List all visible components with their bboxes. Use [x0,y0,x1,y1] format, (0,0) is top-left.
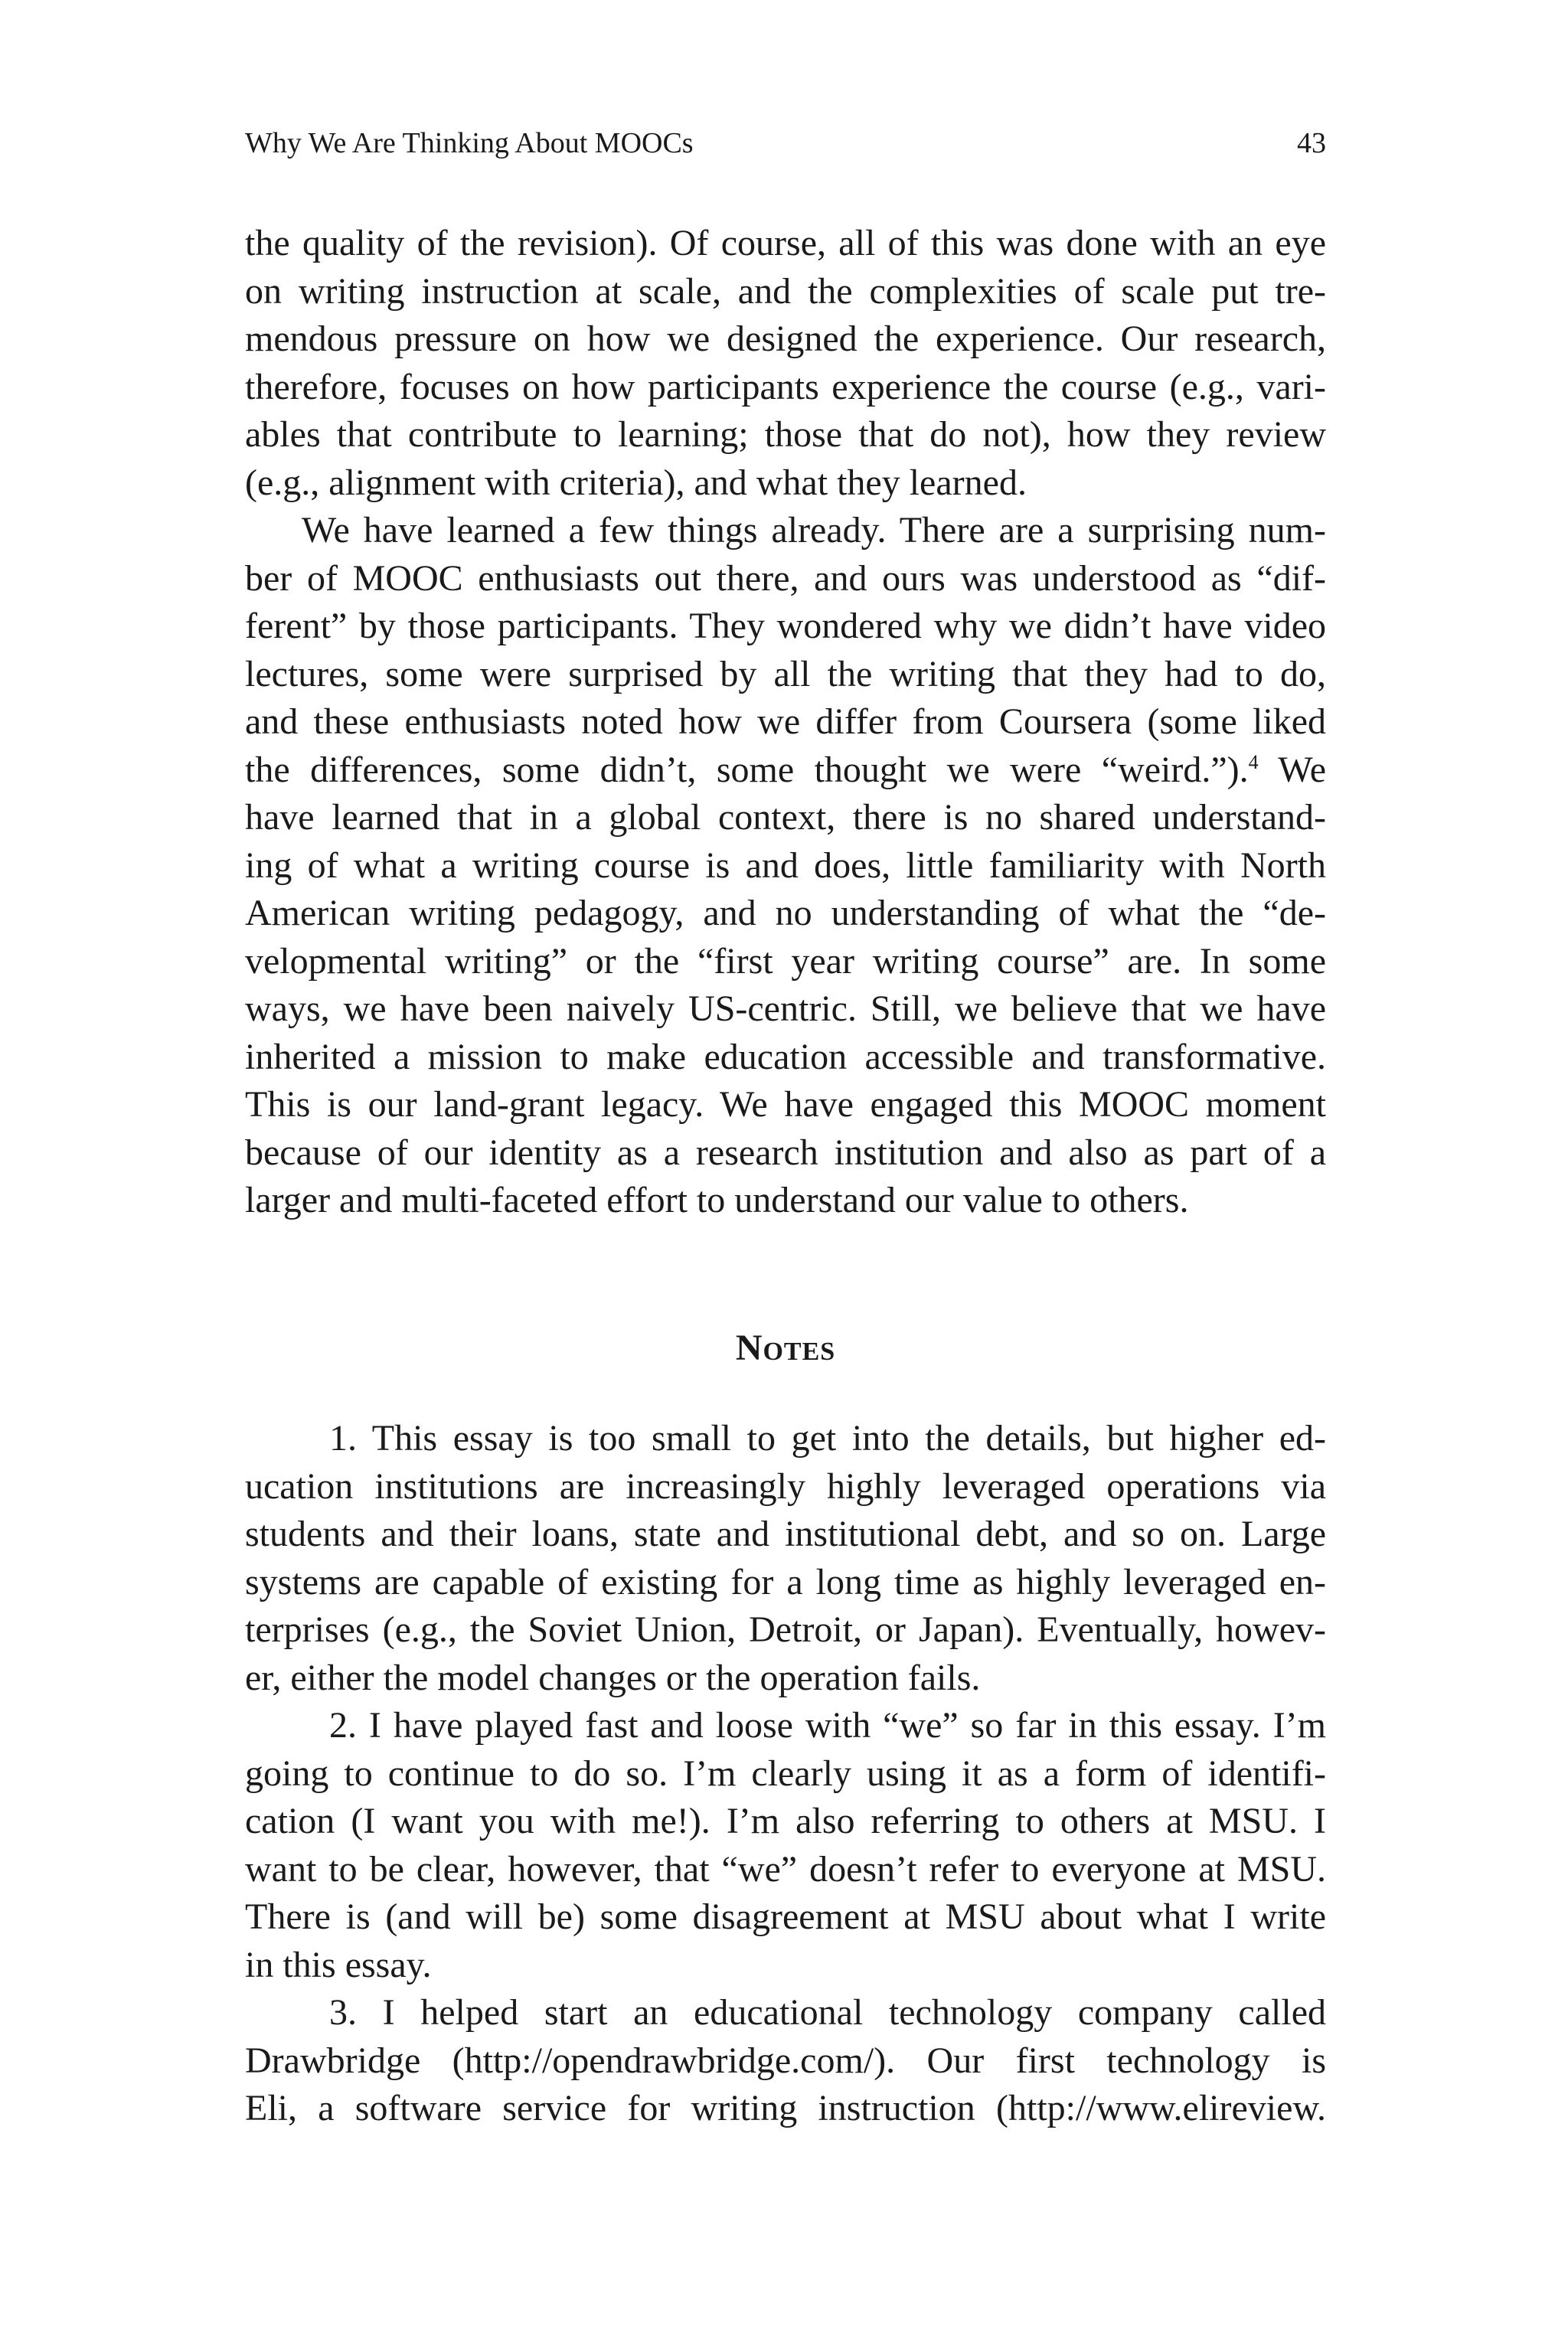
body-line: We have learned a few things already. There are a surprising num- [302,510,1326,550]
note-line: Eli, a software service for writing instruction (http://www.elireview. [245,2088,1326,2128]
body-line: therefore, focuses on how participants experience the course (e.g., vari- [245,366,1326,407]
body-line: because of our identity as a research institution and also as part of a [245,1132,1326,1173]
notes-section [245,1415,1326,2133]
body-line: ables that contribute to learning; those that do not), how they review [245,414,1326,455]
note-line: 2. I have played fast and loose with “we” so far in this essay. I’m [329,1705,1326,1746]
running-head-title: Why We Are Thinking About MOOCs [245,127,694,159]
running-head [245,124,1326,162]
note-line: in this essay. [245,1944,432,1985]
body-line-with-footnote [245,746,1326,795]
body-line: ber of MOOC enthusiasts out there, and ours was understood as “dif- [245,557,1326,599]
note-line: terprises (e.g., the Soviet Union, Detroit, or Japan). Eventually, howev- [245,1609,1326,1650]
notes-heading: Notes [735,1328,836,1368]
body-line: ways, we have been naively US-centric. Still, we believe that we have [245,988,1326,1029]
body-line: inherited a mission to make education accessible and transformative. [245,1036,1326,1077]
note-line: going to continue to do so. I’m clearly using it as a form of identifi- [245,1753,1326,1794]
body-line: (e.g., alignment with criteria), and what they learned. [245,462,1027,503]
body-line: and these enthusiasts noted how we differ from Coursera (some liked [245,701,1326,742]
note-line: Drawbridge (http://opendrawbridge.com/). Our first technology is [245,2040,1326,2081]
body-line: This is our land-grant legacy. We have engaged this MOOC moment [245,1084,1326,1125]
body-line: on writing instruction at scale, and the complexities of scale put tre- [245,270,1326,312]
body-text [245,220,1326,1225]
note-line: students and their loans, state and institutional debt, and so on. Large [245,1514,1326,1554]
body-line: lectures, some were surprised by all the writing that they had to do, [245,653,1326,694]
body-line: the quality of the revision). Of course, all of this was done with an eye [245,223,1326,263]
body-line-text: the differences, some didn’t, some thought we were “weird.”). [245,749,1249,790]
page-number: 43 [1297,127,1326,159]
body-line: larger and multi-faceted effort to understand our value to others. [245,1180,1189,1220]
body-line: velopmental writing” or the “first year writing course” are. In some [245,940,1326,982]
body-line-text: We [1258,749,1327,790]
note-line: want to be clear, however, that “we” doesn’t refer to everyone at MSU. [245,1848,1326,1890]
body-line: American writing pedagogy, and no understanding of what the “de- [245,893,1326,933]
body-line: have learned that in a global context, there is no shared understand- [245,797,1326,838]
note-line: ucation institutions are increasingly highly leveraged operations via [245,1465,1326,1507]
note-line: There is (and will be) some disagreement at MSU about what I write [245,1896,1326,1937]
note-line: cation (I want you with me!). I’m also referring to others at MSU. I [245,1801,1326,1841]
body-line: mendous pressure on how we designed the experience. Our research, [245,318,1326,359]
body-line: ferent” by those participants. They wondered why we didn’t have video [245,606,1326,646]
footnote-reference: 4 [1248,750,1259,773]
note-line: systems are capable of existing for a long time as highly leveraged en- [245,1561,1326,1602]
note-line: 1. This essay is too small to get into the details, but higher ed- [329,1418,1326,1459]
note-line: 3. I helped start an educational technology company called [329,1992,1326,2033]
note-line: er, either the model changes or the operation fails. [245,1657,981,1698]
body-line: ing of what a writing course is and does, little familiarity with North [245,844,1326,886]
